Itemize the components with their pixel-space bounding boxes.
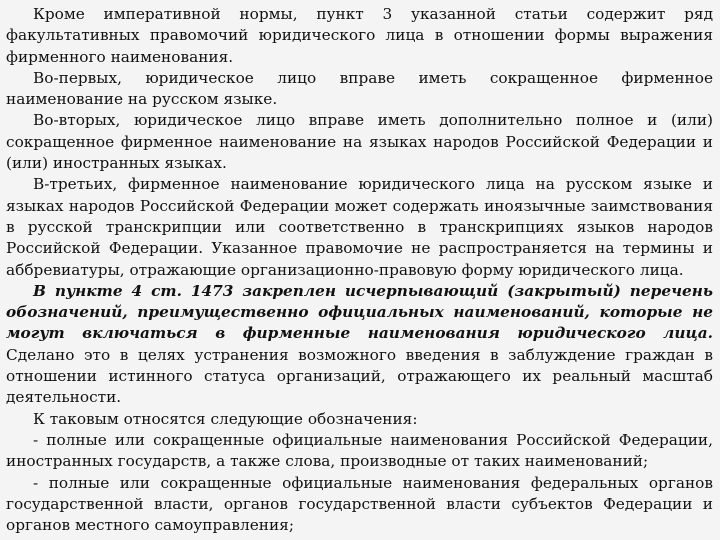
- paragraph-article-1473: [6, 281, 713, 409]
- paragraph-list-intro: [6, 409, 713, 430]
- document-body: [6, 4, 713, 536]
- paragraph-second: [6, 110, 713, 174]
- list-item-text: полные или сокращенные официальные наименования Российской Федерации, иностранных государств, а также слова, производные от таких наименований;: [6, 430, 713, 471]
- list-dash: -: [33, 430, 39, 449]
- paragraph-text: Сделано это в целях устранения возможного введения в заблуждение граждан в отношении истинного статуса организаций, отражающего их реальный масштаб деятельности.: [6, 345, 713, 407]
- paragraph-first: [6, 68, 713, 111]
- paragraph-text: Во-первых, юридическое лицо вправе иметь сокращенное фирменное наименование на русском языке.: [6, 68, 713, 109]
- paragraph-intro: [6, 4, 713, 68]
- list-item: [6, 473, 713, 537]
- paragraph-text: К таковым относятся следующие обозначения:: [33, 409, 418, 428]
- emphasized-text: В пункте 4 ст. 1473 закреплен исчерпывающий (закрытый) перечень обозначений, преимущественно официальных наименований, которые не могут включаться в фирменные наименования юридического лица.: [6, 281, 713, 343]
- list-dash: -: [33, 473, 39, 492]
- paragraph-text: Кроме императивной нормы, пункт 3 указанной статьи содержит ряд факультативных правомочий юридического лица в отношении формы выражения фирменного наименования.: [6, 5, 713, 66]
- paragraph-text: Во-вторых, юридическое лицо вправе иметь дополнительно полное и (или) сокращенное фирменное наименование на языках народов Российской Федерации и (или) иностранных языках.: [6, 111, 713, 173]
- paragraph-text: В-третьих, фирменное наименование юридического лица на русском языке и языках народов Российской Федерации может содержать иноязычные заимствования в русской транскрипции или соответственно в транскрипциях языков народов Российской Федерации. Указанное правомочие не распространяется на термины и аббревиатуры, отражающие организационно-правовую форму юридического лица.: [6, 175, 713, 279]
- paragraph-third: [6, 174, 713, 280]
- list-item-text: полные или сокращенные официальные наименования федеральных органов государственной власти, органов государственной власти субъектов Федерации и органов местного самоуправления;: [6, 473, 713, 535]
- list-item: [6, 430, 713, 473]
